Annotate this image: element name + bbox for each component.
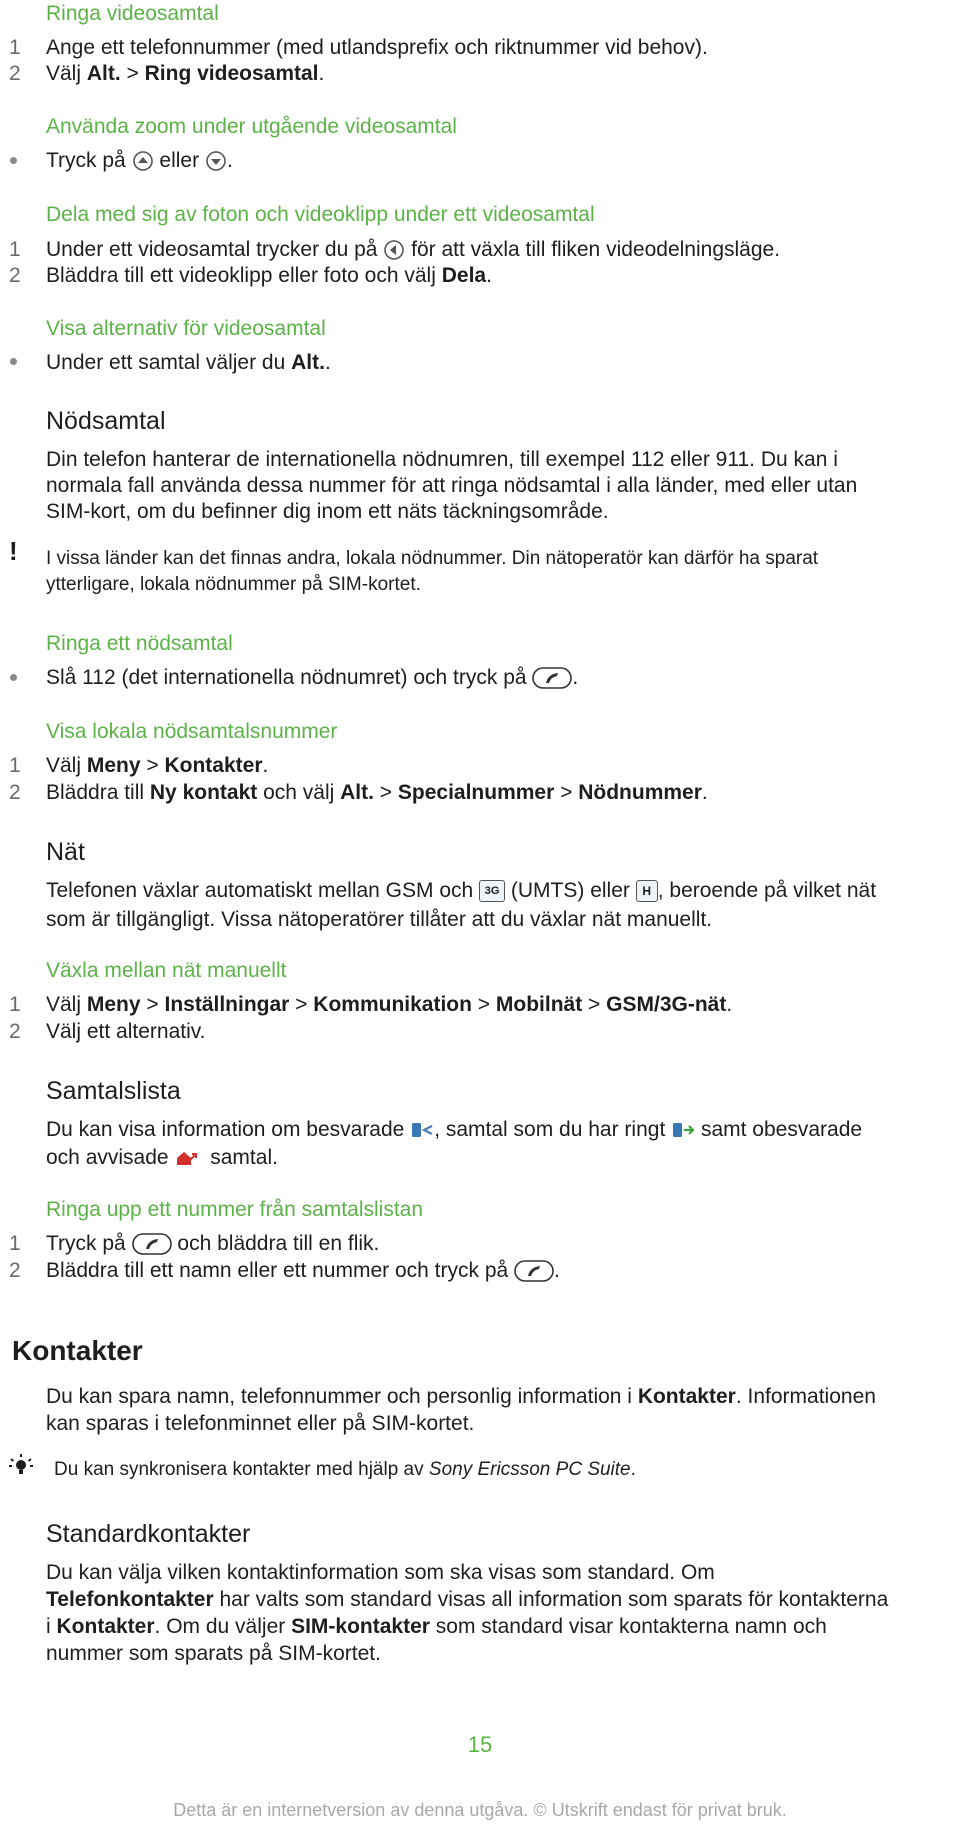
call-key-icon: [532, 666, 572, 690]
step-text: Välj Meny > Inställningar > Kommunikation > Mobilnät > GSM/3G-nät.: [46, 993, 733, 1016]
heading-dela: Dela med sig av foton och videoklipp under ett videosamtal: [46, 203, 595, 226]
warning-text: ytterligare, lokala nödnummer på SIM-kortet.: [46, 574, 421, 595]
paragraph-line: Din telefon hanterar de internationella nödnumren, till exempel 112 eller 911. Du kan i: [46, 448, 838, 471]
missed-call-icon: [174, 1148, 204, 1168]
step-text: Bläddra till ett namn eller ett nummer och tryck på .: [46, 1259, 560, 1282]
warning-icon: !: [9, 536, 18, 566]
step-number: 1: [9, 993, 21, 1016]
bullet-text: Tryck på eller .: [46, 149, 233, 172]
step-number: 2: [9, 781, 21, 804]
3g-network-icon: 3G: [479, 880, 505, 902]
heading-visa-lokala: Visa lokala nödsamtalsnummer: [46, 720, 338, 743]
tip-lightbulb-icon: [6, 1451, 36, 1481]
call-key-icon: [514, 1259, 554, 1283]
paragraph-line: Du kan visa information om besvarade , samtal som du har ringt samt obesvarade: [46, 1118, 863, 1141]
step-text: Under ett videosamtal trycker du på för att växla till fliken videodelningsläge.: [46, 238, 781, 261]
section-title-nat: Nät: [46, 838, 85, 866]
step-number: 1: [9, 1232, 21, 1255]
navigation-down-icon: [205, 150, 227, 172]
heading-visa-alternativ: Visa alternativ för videosamtal: [46, 317, 326, 340]
section-title-samtalslista: Samtalslista: [46, 1077, 181, 1105]
paragraph-line: i Kontakter. Om du väljer SIM-kontakter som standard visar kontakterna namn och: [46, 1615, 827, 1638]
paragraph-line: normala fall använda dessa nummer för att ringa nödsamtal i alla länder, med eller utan: [46, 474, 858, 497]
step-number: 1: [9, 754, 21, 777]
step-text: Välj Meny > Kontakter.: [46, 754, 269, 777]
step-text: Välj ett alternativ.: [46, 1020, 206, 1043]
step-text: Välj Alt. > Ring videosamtal.: [46, 62, 325, 85]
paragraph-line: kan sparas i telefonminnet eller på SIM-kortet.: [46, 1412, 475, 1435]
chapter-title-kontakter: Kontakter: [12, 1335, 143, 1366]
call-key-icon: [132, 1232, 172, 1256]
step-text: Bläddra till Ny kontakt och välj Alt. > Specialnummer > Nödnummer.: [46, 781, 708, 804]
heading-ringa-upp: Ringa upp ett nummer från samtalslistan: [46, 1198, 424, 1221]
footer-notice: Detta är en internetversion av denna utgåva. © Utskrift endast för privat bruk.: [173, 1800, 787, 1820]
step-text: Ange ett telefonnummer (med utlandsprefix och riktnummer vid behov).: [46, 36, 708, 59]
heading-ringa-nodsamtal: Ringa ett nödsamtal: [46, 632, 233, 655]
step-number: 1: [9, 238, 21, 261]
bullet-text: Slå 112 (det internationella nödnumret) och tryck på .: [46, 666, 579, 689]
bullet-text: Under ett samtal väljer du Alt..: [46, 351, 331, 374]
step-number: 2: [9, 264, 21, 287]
paragraph-line: SIM-kort, om du befinner dig inom ett näts täckningsområde.: [46, 500, 609, 523]
paragraph-line: Telefonen växlar automatiskt mellan GSM och 3G (UMTS) eller H , beroende på vilket nät: [46, 879, 877, 902]
paragraph-line: Du kan spara namn, telefonnummer och personlig information i Kontakter. Informationen: [46, 1385, 876, 1408]
paragraph-line: Telefonkontakter har valts som standard visas all information som sparats för kontakterna: [46, 1588, 889, 1611]
heading-zoom: Använda zoom under utgående videosamtal: [46, 115, 457, 138]
dialled-call-icon: [671, 1120, 695, 1140]
heading-vaxla-nat: Växla mellan nät manuellt: [46, 959, 287, 982]
step-text: Tryck på och bläddra till en flik.: [46, 1232, 380, 1255]
heading-ringa-videosamtal: Ringa videosamtal: [46, 2, 219, 25]
navigation-left-icon: [383, 239, 405, 261]
paragraph-line: som är tillgängligt. Vissa nätoperatörer tillåter att du växlar nät manuellt.: [46, 908, 713, 931]
step-number: 2: [9, 1259, 21, 1282]
tip-text: Du kan synkronisera kontakter med hjälp av Sony Ericsson PC Suite.: [54, 1459, 636, 1480]
hsdpa-network-icon: H: [636, 880, 658, 902]
paragraph-line: och avvisade samtal.: [46, 1146, 278, 1169]
answered-call-icon: [410, 1120, 434, 1140]
section-title-nodsamtal: Nödsamtal: [46, 407, 166, 435]
paragraph-line: nummer som sparats på SIM-kortet.: [46, 1642, 381, 1665]
step-number: 2: [9, 1020, 21, 1043]
bullet-dot: [10, 157, 17, 164]
step-number: 1: [9, 36, 21, 59]
navigation-up-icon: [132, 150, 154, 172]
section-title-standardkontakter: Standardkontakter: [46, 1520, 251, 1548]
paragraph-line: Du kan välja vilken kontaktinformation som ska visas som standard. Om: [46, 1561, 715, 1584]
bullet-dot: [10, 358, 17, 365]
bullet-dot: [10, 674, 17, 681]
step-text: Bläddra till ett videoklipp eller foto och välj Dela.: [46, 264, 492, 287]
step-number: 2: [9, 62, 21, 85]
warning-text: I vissa länder kan det finnas andra, lokala nödnummer. Din nätoperatör kan därför ha sparat: [46, 548, 819, 569]
page-number: 15: [467, 1732, 493, 1757]
